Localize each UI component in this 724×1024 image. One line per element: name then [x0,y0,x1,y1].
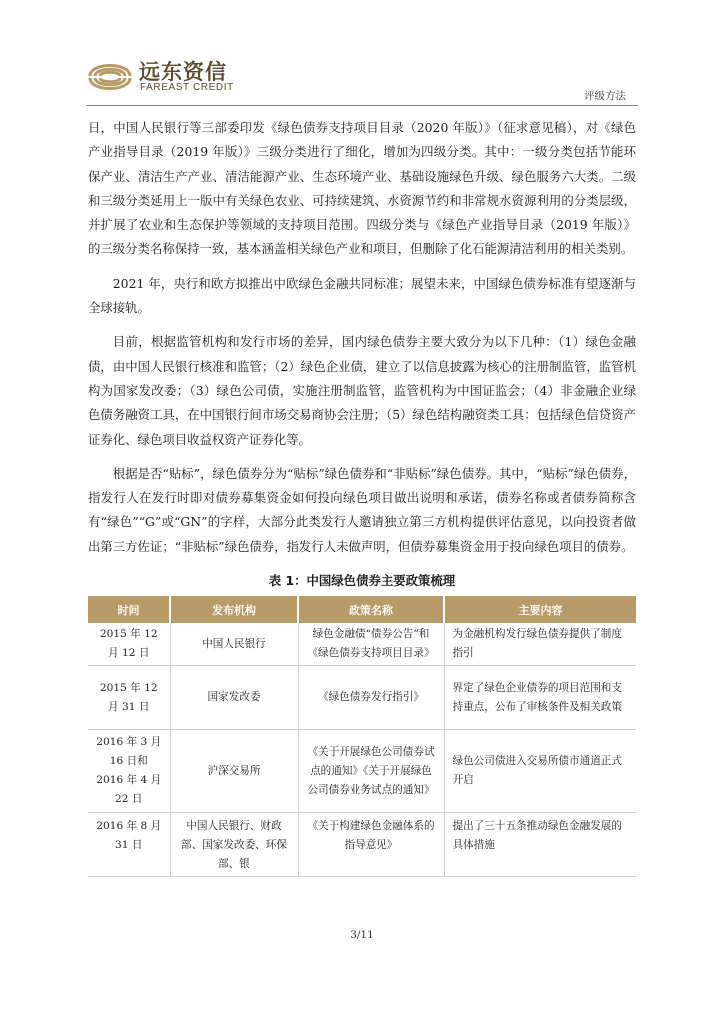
paragraph: 2021 年，央行和欧方拟推出中欧绿色金融共同标准；展望未来，中国绿色债券标准有望逐渐与全球接轨。 [88,275,636,316]
cell-main-content: 为金融机构发行绿色债券提供了制度指引 [444,623,636,666]
header-time: 时间 [88,596,170,623]
cell-policy-name: 《关于构建绿色金融体系的指导意见》 [298,813,444,877]
cell-issuer: 中国人民银行、财政部、国家发改委、环保部、银 [170,813,298,877]
cell-issuer: 沪深交易所 [170,730,298,813]
cell-time: 2015 年 12 月 31 日 [88,666,170,730]
document-body [88,116,636,877]
header-main-content: 主要内容 [444,596,636,623]
cell-main-content: 绿色公司债进入交易所债市通道正式开启 [444,730,636,813]
table-row [88,623,636,666]
table-caption: 表 1：中国绿色债券主要政策梳理 [268,573,456,589]
cell-issuer: 国家发改委 [170,666,298,730]
header-policy-name: 政策名称 [298,596,444,623]
cell-policy-name: 《绿色债券发行指引》 [298,666,444,730]
cell-time: 2016 年 8 月 31 日 [88,813,170,877]
cell-policy-name: 绿色金融债“债券公告”和《绿色债券支持项目目录》 [298,623,444,666]
header-divider [86,105,638,106]
logo-english-name: FAREAST CREDIT [140,82,234,93]
cell-main-content: 界定了绿色企业债券的项目范围和支持重点，公布了审核条件及相关政策 [444,666,636,730]
table-row [88,730,636,813]
page-header [0,0,724,110]
section-label: 评级方法 [584,90,626,102]
page-number: 3/11 [350,929,374,941]
table-header-row [88,596,636,623]
header-issuer: 发布机构 [170,596,298,623]
logo-chinese-name: 远东资信 [139,60,227,84]
policy-table [88,596,636,877]
table-row [88,813,636,877]
table-row [88,666,636,730]
paragraph: 目前，根据监管机构和发行市场的差异，国内绿色债券主要大致分为以下几种：（1）绿色金融债，由中国人民银行核准和监管；（2）绿色企业债，建立了以信息披露为核心的注册制监管，监管机构为国家发改委；（3）绿色公司债，实施注册制监管，监管机构为中国证监会；（4）非金融企业绿色债务融资工具，在中国银行间市场交易商协会注册；（5）绿色结构融资类工具：包括绿色信贷资产证券化、绿色项目收益权资产证券化等。 [88,334,636,447]
cell-policy-name: 《关于开展绿色公司债券试点的通知》《关于开展绿色公司债券业务试点的通知》 [298,730,444,813]
cell-time: 2016 年 3 月 16 日和 2016 年 4 月 22 日 [88,730,170,813]
cell-issuer: 中国人民银行 [170,623,298,666]
cell-time: 2015 年 12 月 12 日 [88,623,170,666]
fareast-logo-icon [86,54,134,98]
paragraph: 根据是否“贴标”，绿色债券分为“贴标”绿色债券和“非贴标”绿色债券。其中，“贴标”绿色债券，指发行人在发行时即对债券募集资金如何投向绿色项目做出说明和承诺，债券名称或者债券简称含有“绿色”“G”或“GN”的字样，大部分此类发行人邀请独立第三方机构提供评估意见，以向投资者做出第三方佐证；“非贴标”绿色债券，指发行人未做声明，但债券募集资金用于投向绿色项目的债券。 [88,465,636,554]
cell-main-content: 提出了三十五条推动绿色金融发展的具体措施 [444,813,636,877]
paragraph-continued: 日，中国人民银行等三部委印发《绿色债券支持项目目录（2020 年版）》（征求意见稿），对《绿色产业指导目录（2019 年版）》三级分类进行了细化，增加为四级分类。其中：一级分类包括节能环保产业、清洁生产产业、清洁能源产业、生态环境产业、基础设施绿色升级、绿色服务六大类。二级和三级分类延用上一版中有关绿色农业、可持续建筑、水资源节约和非常规水资源利用的分类层级，并扩展了农业和生态保护等领域的支持项目范围。四级分类与《绿色产业指导目录（2019 年版）》的三级分类名称保持一致，基本涵盖相关绿色产业和项目，但删除了化石能源清洁利用的相关类别。 [88,120,636,257]
